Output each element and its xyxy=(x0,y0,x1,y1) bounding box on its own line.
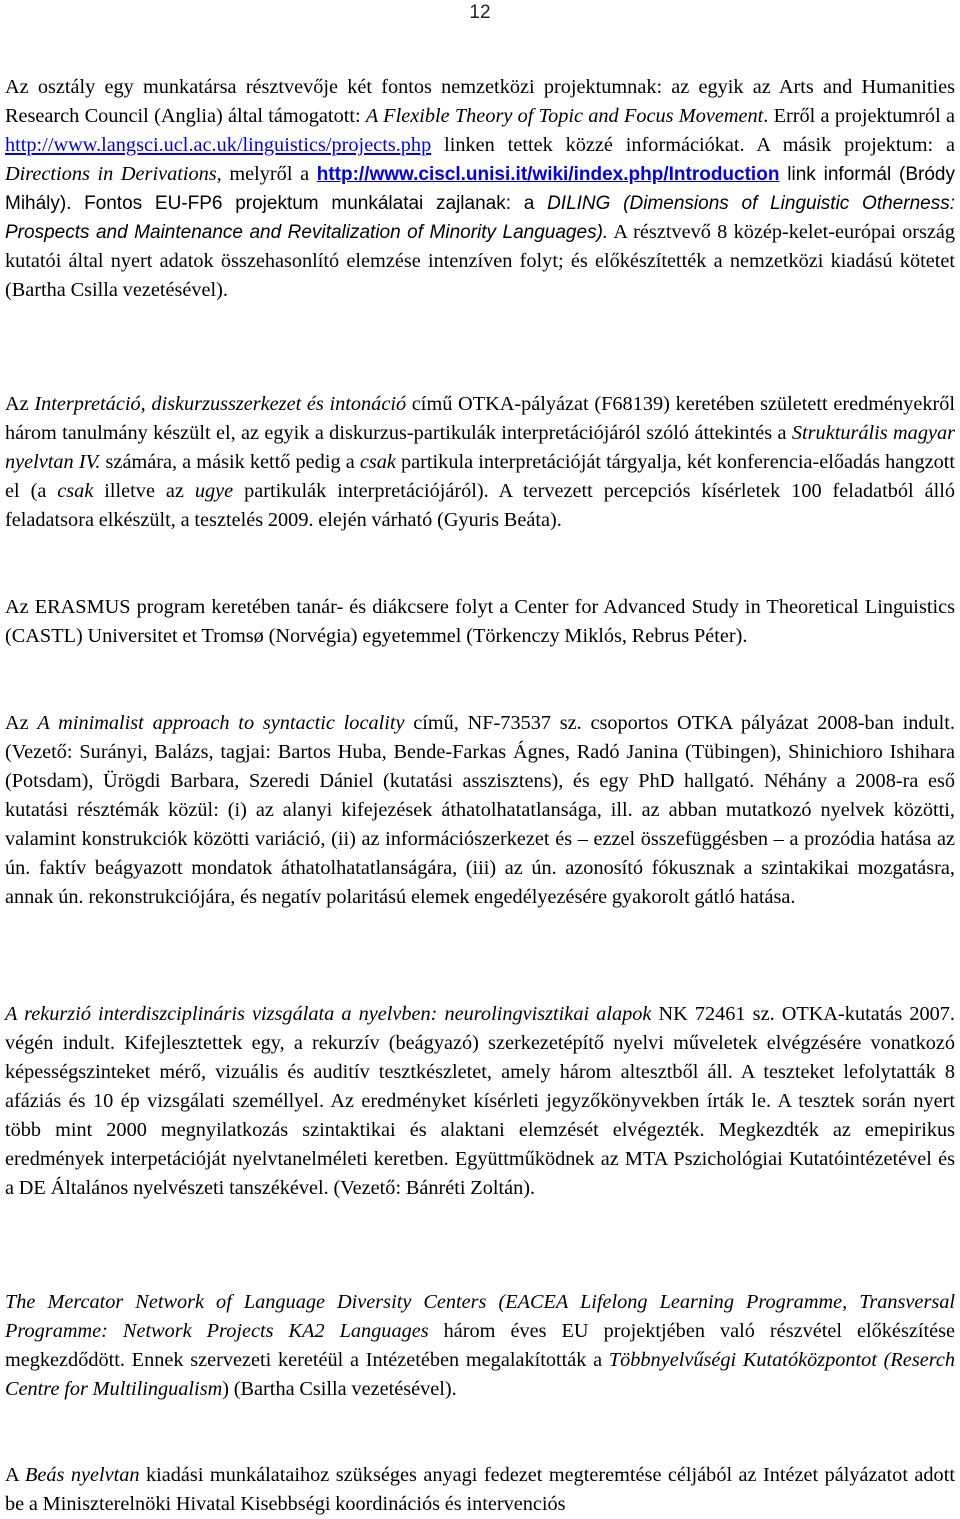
paragraph-beas xyxy=(5,1461,955,1519)
term: ugye xyxy=(194,480,234,502)
text: illetve az xyxy=(93,480,195,502)
text: partikulák interpretációjáról). A tervezett percepciós kísérletek 100 feladatból álló feladatsora elkészült, a tesztelés 2009. elején várható (Gyuris Beáta). xyxy=(5,480,955,531)
project-title: DILING (Dimensions of Linguistic Otherness: Prospects and Maintenance and Revitalization of Minority Languages). xyxy=(5,193,955,243)
text: három éves EU projektjében való részvétel előkészítése megkezdődött. Ennek szervezeti keretéül a Intézetében megalakították a xyxy=(5,1320,955,1371)
project-title: Interpretáció, diskurzusszerkezet és intonáció xyxy=(34,393,407,415)
centre-name: Többnyelvűségi Kutatóközpontot (Reserch Centre for Multilingualism xyxy=(5,1349,955,1400)
langsci-link[interactable]: http://www.langsci.ucl.ac.uk/linguistics/projects.php xyxy=(5,134,432,156)
project-title: A minimalist approach to syntactic locality xyxy=(37,712,405,734)
text: melyről a xyxy=(221,163,317,185)
text: című OTKA-pályázat (F68139) keretében született eredményekről három tanulmány készült el, az egyik a diskurzus-partikulák interpretációjáról szóló áttekintés a xyxy=(5,393,955,444)
paragraph-mercator xyxy=(5,1288,955,1404)
text: számára, a másik kettő pedig a xyxy=(100,451,360,473)
project-title: A Flexible Theory of Topic and Focus Movement xyxy=(365,105,764,127)
project-title: A rekurzió interdiszciplináris vizsgálata a nyelvben: neurolingvisztikai alapok xyxy=(5,1003,652,1025)
paragraph-erasmus xyxy=(5,593,955,651)
text: linken tettek közzé információkat. A másik projektum: a xyxy=(431,134,955,156)
text: Az xyxy=(5,393,35,415)
paragraph-minimalist xyxy=(5,709,955,912)
text: link informál (Bródy Mihály). xyxy=(5,164,955,214)
term: csak xyxy=(57,480,94,502)
text: . Erről a projektumról a xyxy=(763,105,955,127)
text: Az osztály egy munkatársa résztvevője két fontos nemzetközi projektumnak: az egyik az Arts and Humanities Research Council (Anglia) által támogatott: xyxy=(5,76,955,127)
text: A xyxy=(5,1464,25,1486)
text: Fontos EU-FP6 projektum munkálatai zajlanak: a xyxy=(84,193,548,214)
text: ) (Bartha Csilla vezetésével). xyxy=(222,1378,457,1400)
text: Az xyxy=(5,712,38,734)
paragraph-recursion xyxy=(5,1000,955,1203)
paragraph-otka-interpretation xyxy=(5,390,955,535)
book-title: Strukturális magyar nyelvtan IV. xyxy=(5,422,955,473)
book-title: Beás nyelvtan xyxy=(24,1464,140,1486)
text: partikula interpretációját tárgyalja, két konferencia-előadás hangzott el (a xyxy=(5,451,955,502)
page-number: 12 xyxy=(469,2,491,23)
paragraph-projects xyxy=(5,73,955,305)
term: csak xyxy=(359,451,396,473)
project-title: The Mercator Network of Language Diversity Centers (EACEA Lifelong Learning Programme, Transversal Programme: Network Projects KA2 Languages xyxy=(5,1291,955,1342)
project-title: Directions in Derivations, xyxy=(5,163,222,185)
text: Az ERASMUS program keretében tanár- és diákcsere folyt a Center for Advanced Study in Theoretical Linguistics (CASTL) Universitet et Tromsø (Norvégia) egyetemmel (Törkenczy Miklós, Rebrus Péter). xyxy=(5,596,955,647)
text: kiadási munkálataihoz szükséges anyagi fedezet megteremtése céljából az Intézet pályázatot adott be a Miniszterelnöki Hivatal Kisebbségi koordinációs és intervenciós xyxy=(5,1464,955,1515)
text: NK 72461 sz. OTKA-kutatás 2007. végén indult. Kifejlesztettek egy, a rekurzív (beágyazó) szerkezetépítő nyelvi műveletek elvégzésére vonatkozó képességszinteket mérő, vizuális és auditív tesztkészletet, amely három altesztből áll. A teszteket lefolytatták 8 afáziás és 10 ép vizsgálati személlyel. Az eredményket kísérleti jegyzőkönyvekben írták le. A tesztek során nyert több mint 2000 megnyilatkozás szintaktikai és alaktani elemzését elvégezték. Megkezdték az emepirikus eredmények interpetációját nyelvtanelméleti keretben. Együttműködnek az MTA Pszichológiai Kutatóintézetével és a DE Általános nyelvészeti tanszékével. (Vezető: Bánréti Zoltán). xyxy=(5,1003,955,1199)
text: című, NF-73537 sz. csoportos OTKA pályázat 2008-ban indult. (Vezető: Surányi, Balázs, tagjai: Bartos Huba, Bende-Farkas Ágnes, Radó Janina (Tübingen), Shinichioro Ishihara (Potsdam), Ürögdi Barbara, Szeredi Dániel (kutatási asszisztens), és egy PhD hallgató. Néhány a 2008-ra eső kutatási résztémák közül: (i) az alanyi kifejezések áthatolhatatlansága, ill. az abban mutatkozó nyelvek közötti, valamint konstrukciók közötti variáció, (ii) az információszerkezet és – ezzel összefüggésben – a prozódia hatása az ún. faktív beágyazott mondatok áthatolhatatlanságára, (iii) az ún. azonosító fókusznak a szintakikai mozgatásra, annak ún. rekonstrukciójára, és negatív polaritású elemek engedélyezésére gyakorolt gátló hatása. xyxy=(5,712,955,908)
text: A résztvevő 8 közép-kelet-európai ország kutatói által nyert adatok összehasonlító elemzése intenzíven folyt; és előkészítették a nemzetközi kiadású kötetet (Bartha Csilla vezetésével). xyxy=(5,221,955,301)
ciscl-link[interactable]: http://www.ciscl.unisi.it/wiki/index.php/Introduction xyxy=(316,164,780,185)
